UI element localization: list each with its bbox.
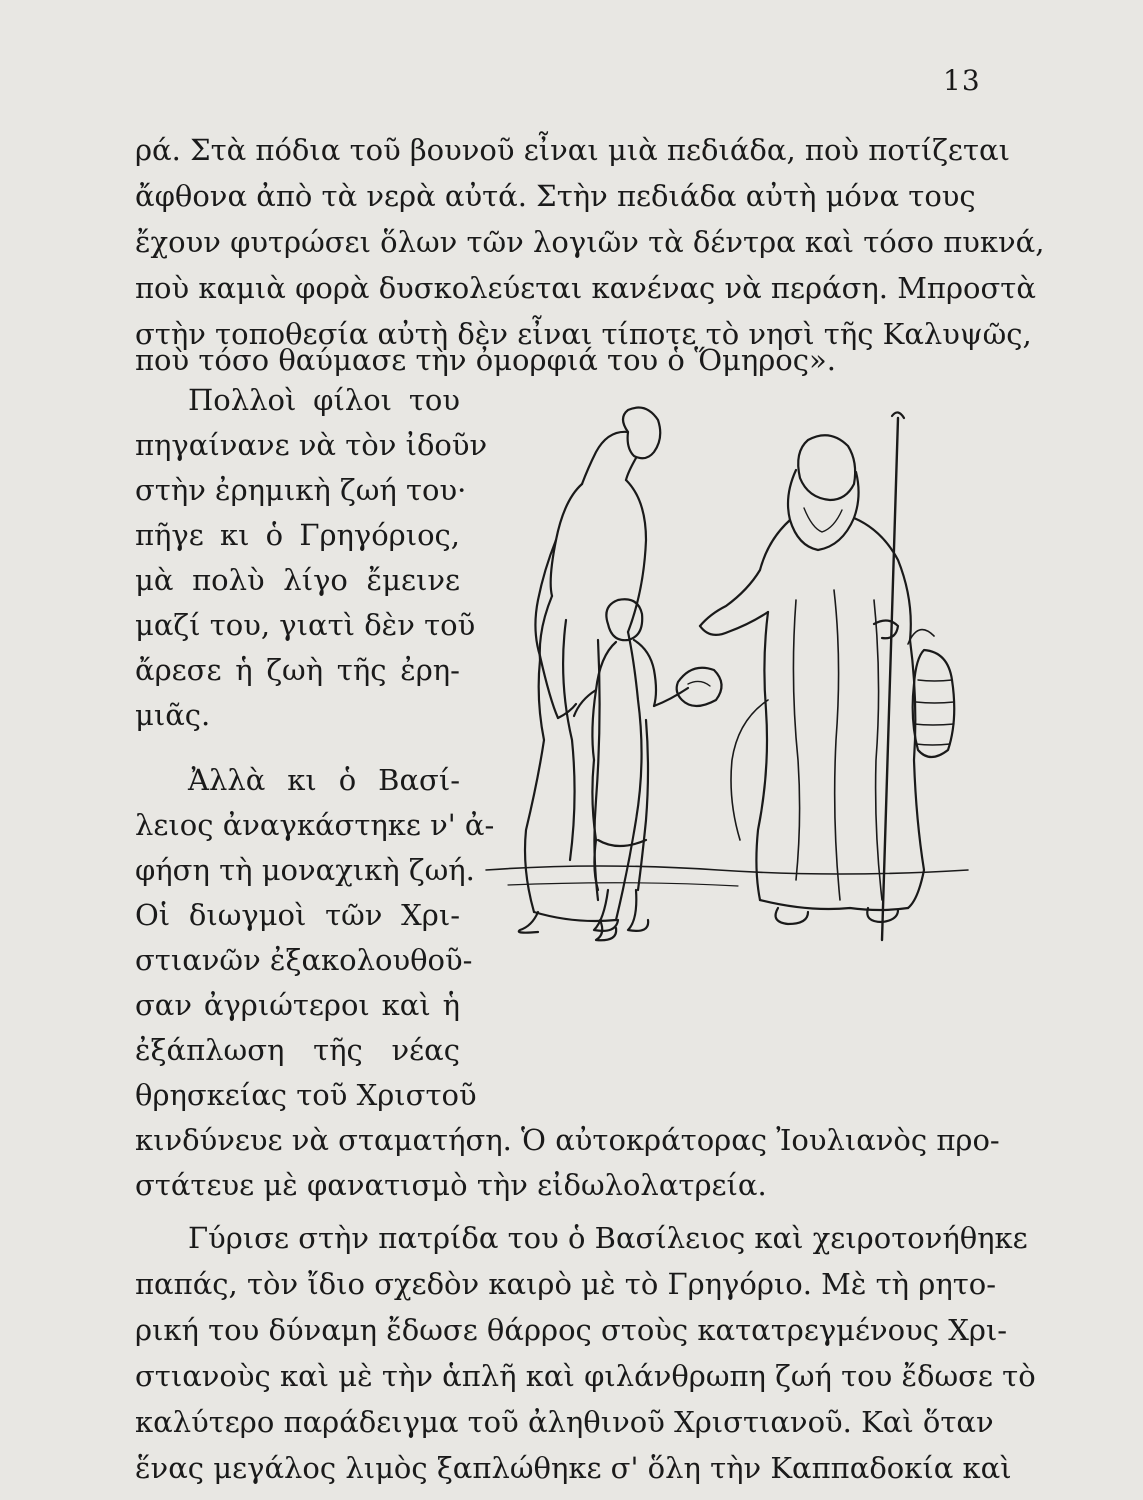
hermit-illustration [478, 400, 978, 980]
text-line: ἄφθονα ἀπὸ τὰ νερὰ αὐτά. Στὴν πεδιάδα αὐτὴ μόνα τους [135, 179, 976, 213]
text-line: στιανοὺς καὶ μὲ τὴν ἁπλῆ καὶ φιλάνθρωπη ζωή του ἔδωσε τὸ [135, 1359, 1036, 1393]
text-line: πηγαίνανε νὰ τὸν ἰδοῦν [135, 428, 488, 462]
text-line: κινδύνευε νὰ σταματήση. Ὁ αὐτοκράτορας Ἰουλιανὸς προ- [135, 1123, 1000, 1157]
text-line: μιᾶς. [135, 698, 211, 732]
text-line: Ἀλλὰ κι ὁ Βασί- [188, 763, 460, 797]
text-line: Γύρισε στὴν πατρίδα του ὁ Βασίλειος καὶ χειροτονήθηκε [188, 1221, 1028, 1255]
text-line: ρά. Στὰ πόδια τοῦ βουνοῦ εἶναι μιὰ πεδιάδα, ποὺ ποτίζεται [135, 133, 1010, 167]
text-line: φήση τὴ μοναχικὴ ζωή. [135, 853, 475, 887]
text-line: ἕνας μεγάλος λιμὸς ξαπλώθηκε σ' ὅλη τὴν Καππαδοκία καὶ [135, 1451, 1012, 1485]
text-line: ἄρεσε ἡ ζωὴ τῆς ἐρη- [135, 653, 460, 687]
text-line: σαν ἀγριώτεροι καὶ ἡ [135, 988, 460, 1022]
text-line: στάτευε μὲ φανατισμὸ τὴν εἰδωλολατρεία. [135, 1168, 767, 1202]
text-line: ἐξάπλωση τῆς νέας [135, 1033, 460, 1067]
text-line: στὴν τοποθεσία αὐτὴ δὲν εἶναι τίποτε τὸ νησὶ τῆς Καλυψῶς, [135, 317, 1032, 351]
text-line: Πολλοὶ φίλοι του [188, 383, 460, 417]
text-line: καλύτερο παράδειγμα τοῦ ἀληθινοῦ Χριστιανοῦ. Καὶ ὅταν [135, 1405, 994, 1439]
text-line: παπάς, τὸν ἴδιο σχεδὸν καιρὸ μὲ τὸ Γρηγόριο. Μὲ τὴ ρητο- [135, 1267, 996, 1301]
text-line: Οἱ διωγμοὶ τῶν Χρι- [135, 898, 460, 932]
text-line: ρική του δύναμη ἔδωσε θάρρος στοὺς κατατρεγμένους Χρι- [135, 1313, 1008, 1347]
text-line: λειος ἀναγκάστηκε ν' ἀ- [135, 808, 495, 842]
text-line: στιανῶν ἐξακολουθοῦ- [135, 943, 473, 977]
text-line: μὰ πολὺ λίγο ἔμεινε [135, 563, 460, 597]
text-line: ἔχουν φυτρώσει ὅλων τῶν λογιῶν τὰ δέντρα καὶ τόσο πυκνά, [135, 225, 1045, 259]
text-line: θρησκείας τοῦ Χριστοῦ [135, 1078, 477, 1112]
text-line: ποὺ καμιὰ φορὰ δυσκολεύεται κανένας νὰ περάση. Μπροστὰ [135, 271, 1036, 305]
text-line: πῆγε κι ὁ Γρηγόριος, [135, 518, 460, 552]
text-line: στὴν ἐρημικὴ ζωή του· [135, 473, 467, 507]
text-line: ποὺ τόσο θαύμασε τὴν ὀμορφιά του ὁ Ὅμηρος». [135, 343, 836, 377]
page-number: 13 [943, 64, 981, 97]
text-line: μαζί του, γιατὶ δὲν τοῦ [135, 608, 476, 642]
